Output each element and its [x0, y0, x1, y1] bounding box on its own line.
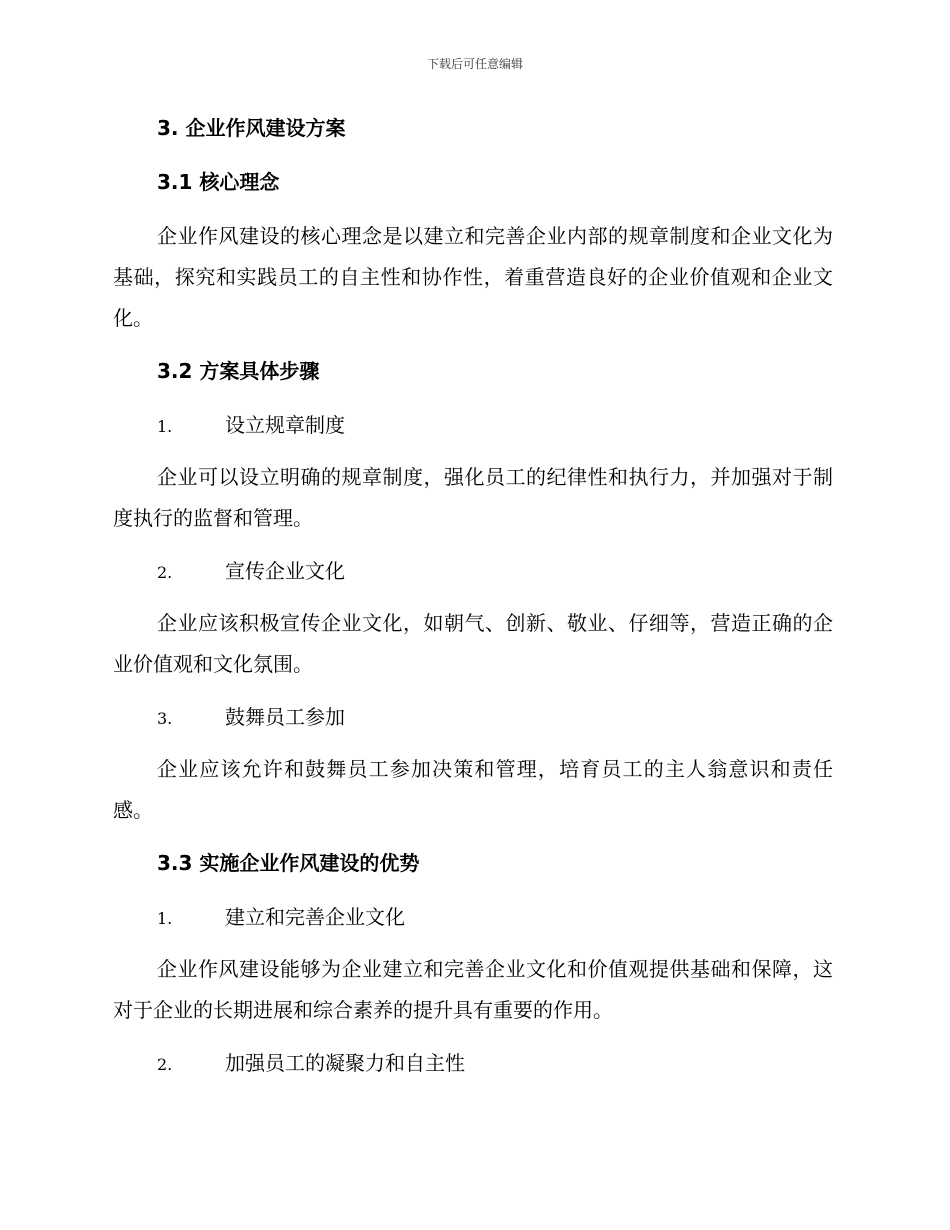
list-label: 鼓舞员工参加 — [225, 705, 345, 729]
list-number: 2. — [157, 1055, 173, 1074]
subsection-heading: 3.3 实施企业作风建设的优势 — [157, 851, 420, 875]
list-number: 1. — [157, 417, 173, 436]
document-body — [113, 108, 833, 1083]
list-item — [113, 697, 833, 737]
section-heading: 3. 企业作风建设方案 — [157, 116, 346, 140]
list-number: 1. — [157, 909, 173, 928]
paragraph: 企业作风建设能够为企业建立和完善企业文化和价值观提供基础和保障，这对于企业的长期进展和综合素养的提升具有重要的作用。 — [113, 957, 833, 1022]
subsection-heading: 3.1 核心理念 — [157, 170, 280, 194]
list-number: 2. — [157, 563, 173, 582]
list-item — [113, 1043, 833, 1083]
header-note: 下载后可任意编辑 — [426, 57, 523, 71]
paragraph: 企业应该积极宣传企业文化，如朝气、创新、敬业、仔细等，营造正确的企业价值观和文化氛围。 — [113, 611, 833, 676]
list-item — [113, 897, 833, 937]
list-number: 3. — [157, 709, 173, 728]
list-label: 宣传企业文化 — [225, 559, 345, 583]
subsection-heading: 3.2 方案具体步骤 — [157, 359, 320, 383]
list-label: 加强员工的凝聚力和自主性 — [225, 1051, 465, 1075]
list-item — [113, 405, 833, 445]
list-item — [113, 551, 833, 591]
list-label: 设立规章制度 — [225, 413, 345, 437]
paragraph: 企业可以设立明确的规章制度，强化员工的纪律性和执行力，并加强对于制度执行的监督和管理。 — [113, 465, 833, 530]
list-label: 建立和完善企业文化 — [225, 905, 405, 929]
paragraph: 企业应该允许和鼓舞员工参加决策和管理，培育员工的主人翁意识和责任感。 — [113, 757, 833, 822]
paragraph: 企业作风建设的核心理念是以建立和完善企业内部的规章制度和企业文化为基础，探究和实践员工的自主性和协作性，着重营造良好的企业价值观和企业文化。 — [113, 224, 833, 330]
